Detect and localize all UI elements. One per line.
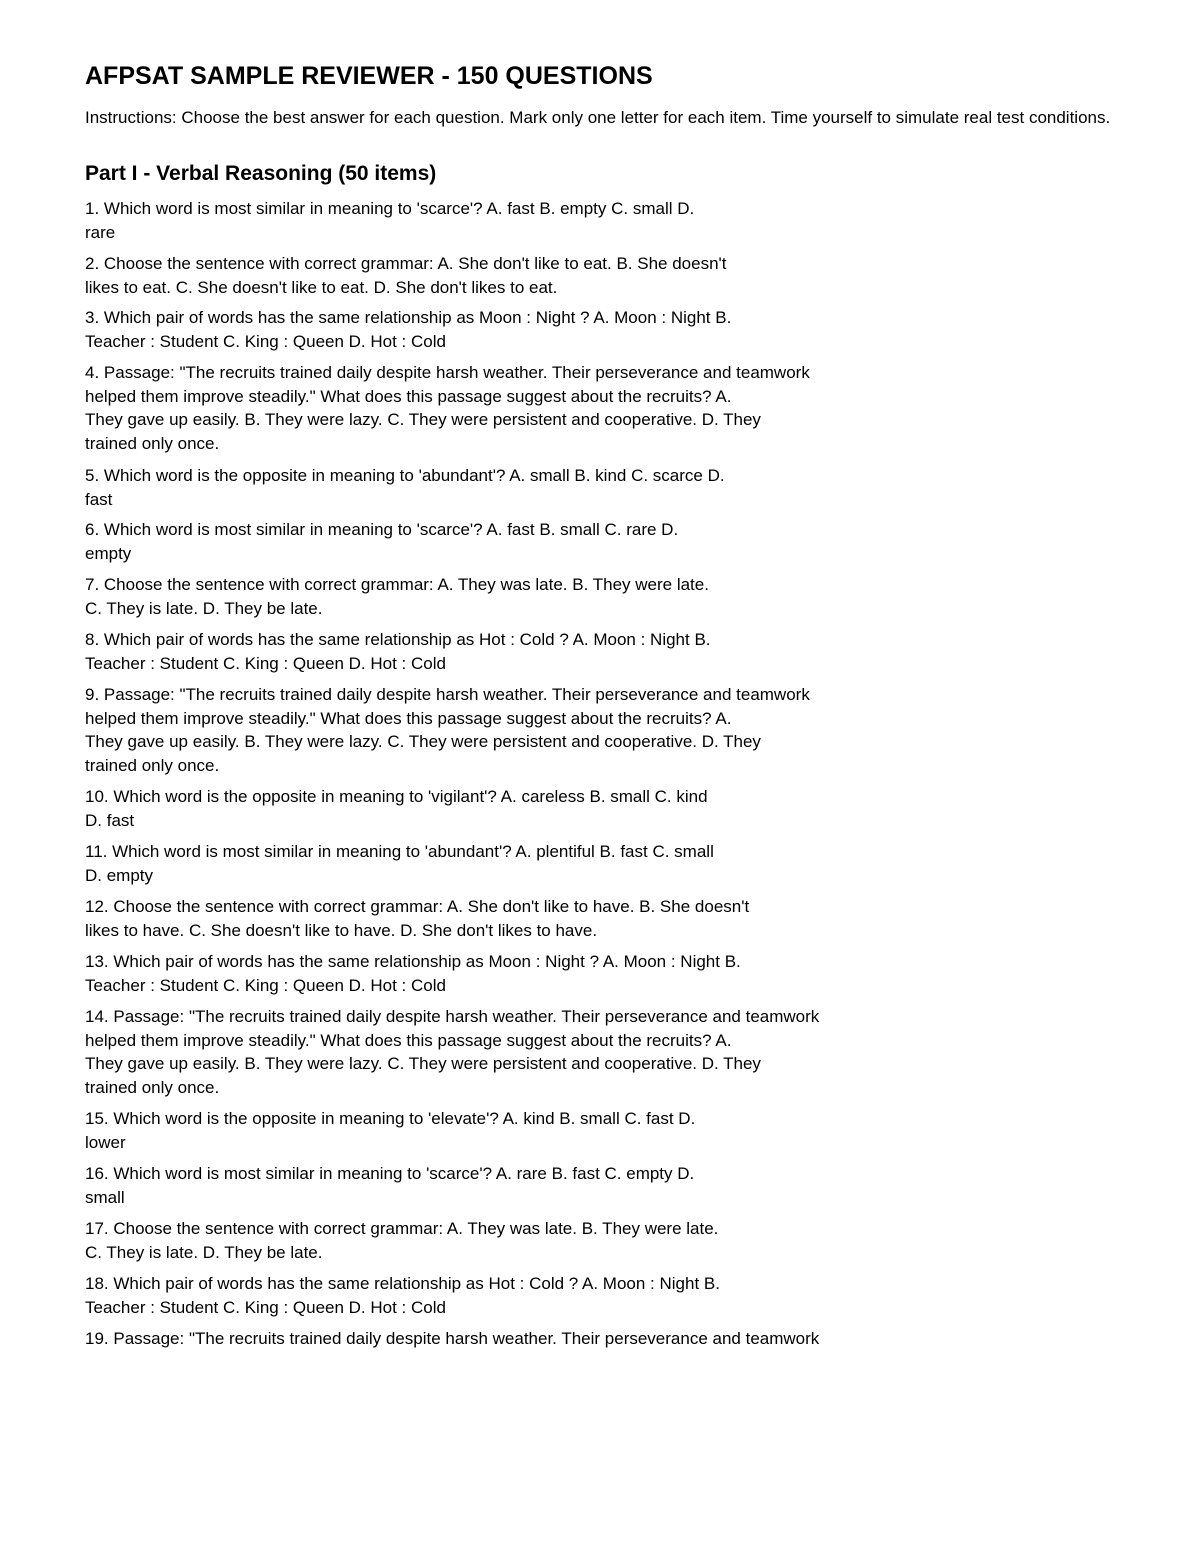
question-item: 9. Passage: "The recruits trained daily despite harsh weather. Their perseverance and teamwork helped them improve steadily." What does this passage suggest about the recruits? A. They gave up easily. B. They were lazy. C. They were persistent and cooperative. D. They trained only once. bbox=[85, 685, 810, 775]
question-item: 17. Choose the sentence with correct grammar: A. They was late. B. They were late. C. They is late. D. They be late. bbox=[85, 1219, 719, 1262]
instructions-text: Instructions: Choose the best answer for each question. Mark only one letter for each item. Time yourself to simulate real test conditions. bbox=[85, 108, 1111, 127]
question-item: 12. Choose the sentence with correct grammar: A. She don't like to have. B. She doesn't likes to have. C. She doesn't like to have. D. She don't likes to have. bbox=[85, 897, 750, 940]
question-item: 14. Passage: "The recruits trained daily despite harsh weather. Their perseverance and teamwork helped them improve steadily." What does this passage suggest about the recruits? A. They gave up easily. B. They were lazy. C. They were persistent and cooperative. D. They trained only once. bbox=[85, 1007, 820, 1097]
question-item: 18. Which pair of words has the same relationship as Hot : Cold ? A. Moon : Night B. Teacher : Student C. King : Queen D. Hot : Cold bbox=[85, 1274, 720, 1317]
question-item: 10. Which word is the opposite in meaning to 'vigilant'? A. careless B. small C. kind D. fast bbox=[85, 787, 708, 830]
question-item: 3. Which pair of words has the same relationship as Moon : Night ? A. Moon : Night B. Teacher : Student C. King : Queen D. Hot : Cold bbox=[85, 308, 732, 351]
question-item: 15. Which word is the opposite in meaning to 'elevate'? A. kind B. small C. fast D. lower bbox=[85, 1109, 696, 1152]
question-item: 4. Passage: "The recruits trained daily despite harsh weather. Their perseverance and teamwork helped them improve steadily." What does this passage suggest about the recruits? A. They gave up easily. B. They were lazy. C. They were persistent and cooperative. D. They trained only once. bbox=[85, 363, 810, 453]
question-item: 5. Which word is the opposite in meaning to 'abundant'? A. small B. kind C. scarce D. fast bbox=[85, 466, 725, 509]
question-item: 6. Which word is most similar in meaning to 'scarce'? A. fast B. small C. rare D. empty bbox=[85, 520, 679, 563]
question-item: 8. Which pair of words has the same relationship as Hot : Cold ? A. Moon : Night B. Teacher : Student C. King : Queen D. Hot : Cold bbox=[85, 630, 711, 673]
section-title: Part I - Verbal Reasoning (50 items) bbox=[85, 162, 437, 185]
question-item: 13. Which pair of words has the same relationship as Moon : Night ? A. Moon : Night B. Teacher : Student C. King : Queen D. Hot : Cold bbox=[85, 952, 741, 995]
document-title: AFPSAT SAMPLE REVIEWER - 150 QUESTIONS bbox=[85, 62, 653, 90]
question-item: 19. Passage: "The recruits trained daily despite harsh weather. Their perseverance and teamwork bbox=[85, 1329, 820, 1348]
question-item: 2. Choose the sentence with correct grammar: A. She don't like to eat. B. She doesn't likes to eat. C. She doesn't like to eat. D. She don't likes to eat. bbox=[85, 254, 727, 297]
question-item: 1. Which word is most similar in meaning to 'scarce'? A. fast B. empty C. small D. rare bbox=[85, 199, 695, 242]
question-item: 11. Which word is most similar in meaning to 'abundant'? A. plentiful B. fast C. small D. empty bbox=[85, 842, 714, 885]
question-item: 7. Choose the sentence with correct grammar: A. They was late. B. They were late. C. They is late. D. They be late. bbox=[85, 575, 709, 618]
question-item: 16. Which word is most similar in meaning to 'scarce'? A. rare B. fast C. empty D. small bbox=[85, 1164, 695, 1207]
